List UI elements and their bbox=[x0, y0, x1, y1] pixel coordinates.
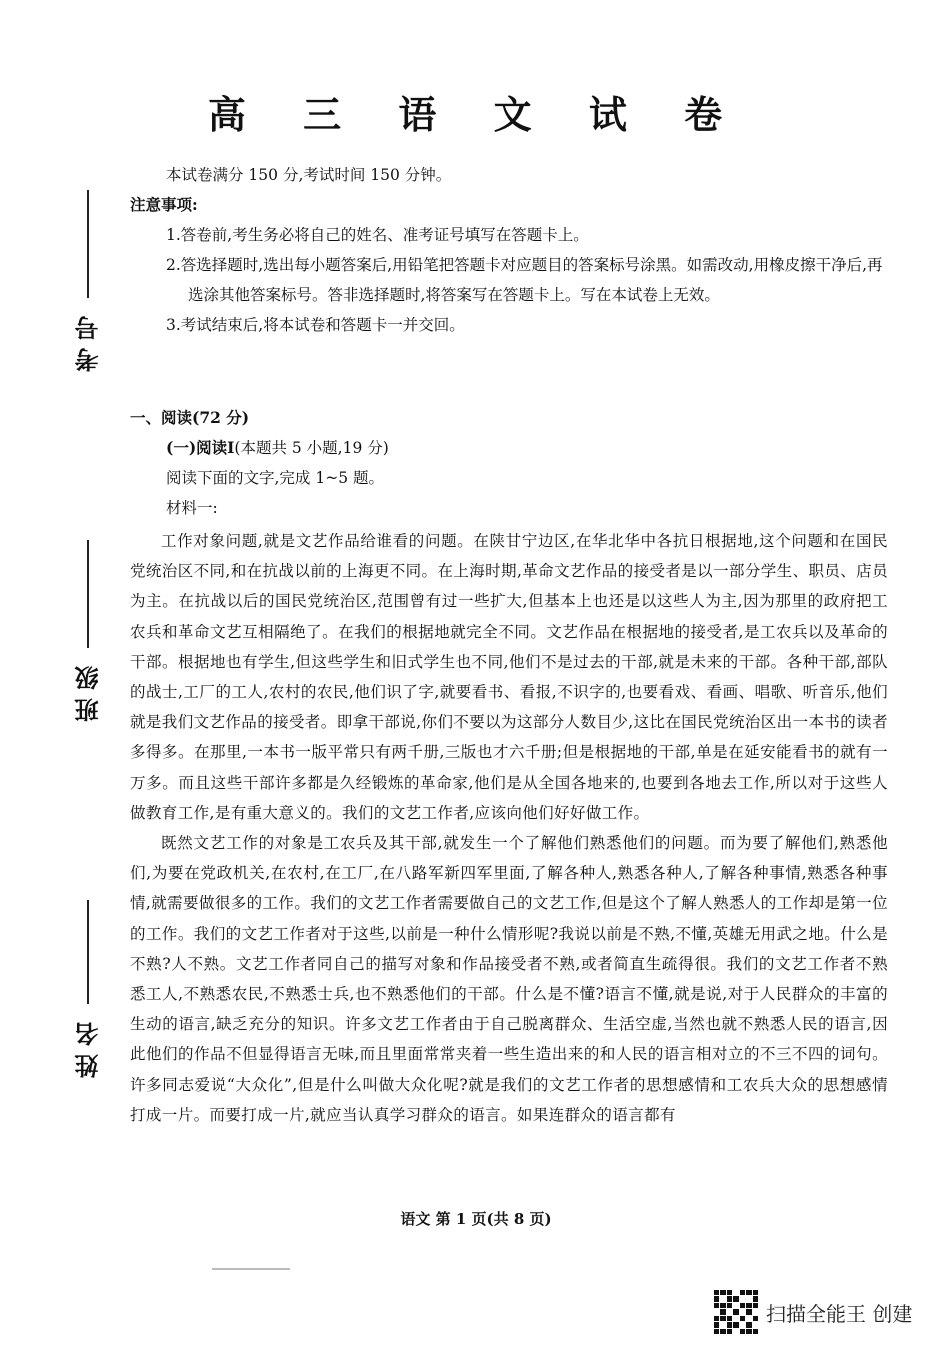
note-item: 1.答卷前,考生务必将自己的姓名、准考证号填写在答题卡上。 bbox=[166, 226, 589, 244]
side-field-label: 班级 bbox=[73, 658, 103, 722]
scanner-watermark bbox=[714, 1290, 912, 1334]
scan-smudge bbox=[212, 1268, 290, 1270]
note-item: 3.考试结束后,将本试卷和答题卡一并交回。 bbox=[166, 316, 465, 334]
page-title: 高 三 语 文 试 卷 bbox=[207, 92, 745, 137]
section-title: 一、阅读(72 分) bbox=[130, 408, 250, 427]
exam-intro: 本试卷满分 150 分,考试时间 150 分钟。 bbox=[166, 166, 452, 184]
subsection-title bbox=[130, 433, 890, 463]
reading-passage bbox=[130, 526, 888, 1130]
page-footer: 语文 第 1 页(共 8 页) bbox=[400, 1210, 552, 1228]
side-field-class bbox=[58, 540, 118, 722]
notes-title: 注意事项: bbox=[130, 195, 198, 214]
side-field-name bbox=[58, 900, 118, 1078]
qr-code-icon bbox=[714, 1290, 758, 1334]
fill-line bbox=[87, 900, 89, 1004]
watermark-text: 扫描全能王 创建 bbox=[766, 1301, 913, 1326]
fill-line bbox=[87, 540, 89, 648]
reading-instruction: 阅读下面的文字,完成 1~5 题。 bbox=[166, 469, 384, 487]
passage-paragraph: 既然文艺工作的对象是工农兵及其干部,就发生一个了解他们熟悉他们的问题。而为要了解他们,熟悉他们,为要在党政机关,在农村,在工厂,在八路军新四军里面,了解各种人,熟悉各种人,了解各种事情,熟悉各种事情,就需要做很多的工作。我们的文艺工作者需要做自己的文艺工作,但是这个了解人熟悉人的工作却是第一位的工作。我们的文艺工作者对于这些,以前是一种什么情形呢?我说以前是不熟,不懂,英雄无用武之地。什么是不熟?人不熟。文艺工作者同自己的描写对象和作品接受者不熟,或者简直生疏得很。我们的文艺工作者不熟悉工人,不熟悉农民,不熟悉士兵,也不熟悉他们的干部。什么是不懂?语言不懂,就是说,对于人民群众的丰富的生动的语言,缺乏充分的知识。许多文艺工作者由于自己脱离群众、生活空虚,当然也就不熟悉人民的语言,因此他们的作品不但显得语言无味,而且里面常常夹着一些生造出来的和人民的语言相对立的不三不四的词句。许多同志爱说“大众化”,但是什么叫做大众化呢?就是我们的文艺工作者的思想感情和工农兵大众的思想感情打成一片。而要打成一片,就应当认真学习群众的语言。如果连群众的语言都有 bbox=[130, 834, 888, 1124]
subsection-note: (本题共 5 小题,19 分) bbox=[234, 439, 389, 457]
side-field-exam-number bbox=[58, 190, 118, 372]
side-field-label: 考号 bbox=[73, 308, 103, 372]
fill-line bbox=[87, 190, 89, 298]
exam-instructions bbox=[130, 160, 890, 340]
side-field-label: 姓名 bbox=[73, 1014, 103, 1078]
passage-paragraph: 工作对象问题,就是文艺作品给谁看的问题。在陕甘宁边区,在华北华中各抗日根据地,这个问题和在国民党统治区不同,和在抗战以前的上海更不同。在上海时期,革命文艺作品的接受者是以一部分学生、职员、店员为主。在抗战以后的国民党统治区,范围曾有过一些扩大,但基本上也还是以这些人为主,因为那里的政府把工农兵和革命文艺互相隔绝了。在我们的根据地就完全不同。文艺作品在根据地的接受者,是工农兵以及革命的干部。根据地也有学生,但这些学生和旧式学生也不同,他们不是过去的干部,就是未来的干部。各种干部,部队的战士,工厂的工人,农村的农民,他们识了字,就要看书、看报,不识字的,也要看戏、看画、唱歌、听音乐,他们就是我们文艺作品的接受者。即拿干部说,你们不要以为这部分人数目少,这比在国民党统治区出一本书的读者多得多。在那里,一本书一版平常只有两千册,三版也才六千册;但是根据地的干部,单是在延安能看书的就有一万多。而且这些干部许多都是久经锻炼的革命家,他们是从全国各地来的,也要到各地去工作,所以对于这些人做教育工作,是有重大意义的。我们的文艺工作者,应该向他们好好做工作。 bbox=[130, 532, 888, 822]
note-item: 2.答选择题时,选出每小题答案后,用铅笔把答题卡对应题目的答案标号涂黑。如需改动,用橡皮擦干净后,再选涂其他答案标号。答非选择题时,将答案写在答题卡上。写在本试卷上无效。 bbox=[166, 256, 883, 304]
section-header bbox=[130, 403, 890, 523]
material-label: 材料一: bbox=[166, 499, 218, 517]
subsection-label: (一)阅读Ⅰ bbox=[166, 438, 235, 457]
